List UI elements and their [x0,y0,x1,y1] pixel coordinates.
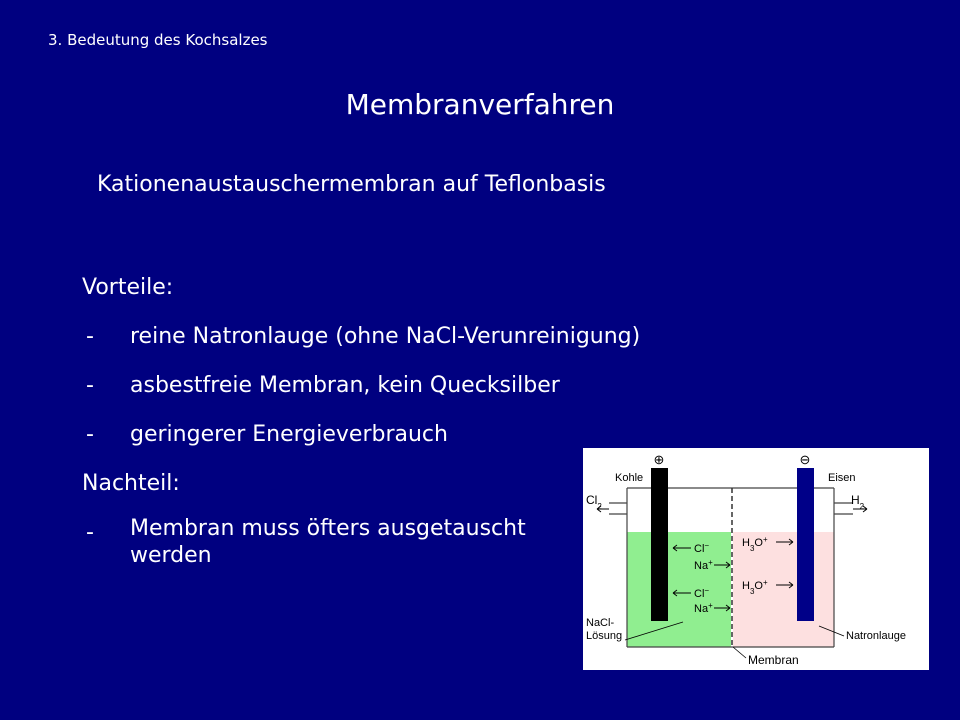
cl2-label [586,493,602,511]
slide-subtitle: Kationenaustauschermembran auf Teflonbasis [97,172,606,197]
advantage-text: asbestfreie Membran, kein Quecksilber [130,373,560,398]
ion-na-text: Na [694,560,709,572]
electrolysis-cell-diagram [583,448,929,670]
ion-h3o-h: H [742,580,750,592]
ion-h3o-o: O [754,537,763,549]
h2-subscript: 2 [859,501,865,511]
nacl-line1: NaCl- [586,617,615,629]
advantage-text: geringerer Energieverbrauch [130,422,448,447]
minus-icon: ⊖ [799,452,811,467]
bullet-dash: - [86,324,94,349]
ion-h3o-o: O [754,580,763,592]
cl2-subscript: 2 [597,501,602,511]
advantage-item [82,368,702,404]
ion-h3o-subscript: 3 [749,586,755,596]
ion-cl-text: Cl [694,543,705,555]
advantage-item [82,319,702,355]
disadvantage-text: Membran muss öfters ausgetauscht werden [130,516,526,568]
nacl-line2: Lösung [586,630,623,642]
ion-h3o-charge: + [762,577,768,587]
natronlauge-label: Natronlauge [846,630,906,642]
h2-text: H [851,493,860,507]
membran-leader-line [733,647,746,658]
nacl-label [586,617,622,642]
ion-h3o-h: H [742,537,750,549]
ion-cl-charge: − [704,540,710,550]
advantages-heading: Vorteile: [82,275,174,300]
h2-label [851,493,865,511]
disadvantages-heading: Nachteil: [82,471,180,496]
slide-title: Membranverfahren [345,88,615,121]
ion-cl-text: Cl [694,588,705,600]
cl2-text: Cl [586,493,598,507]
plus-icon: ⊕ [653,452,665,467]
membran-label: Membran [748,653,799,667]
ion-h3o-charge: + [762,534,768,544]
bullet-dash: - [86,373,94,398]
breadcrumb: 3. Bedeutung des Kochsalzes [48,31,268,49]
bullet-dash: - [86,520,94,545]
anode-electrode [651,468,668,621]
bullet-dash: - [86,422,94,447]
advantage-text: reine Natronlauge (ohne NaCl-Verunreinigung) [130,324,641,349]
ion-na-charge: + [708,600,713,610]
nacl-solution-fill [627,532,731,647]
cathode-label: Eisen [828,472,856,484]
ion-na-charge: + [708,557,713,567]
ion-na-text: Na [694,603,709,615]
cathode-electrode [797,468,814,621]
ion-h3o-subscript: 3 [749,543,755,553]
ion-cl-charge: − [704,585,710,595]
anode-label: Kohle [615,472,644,484]
